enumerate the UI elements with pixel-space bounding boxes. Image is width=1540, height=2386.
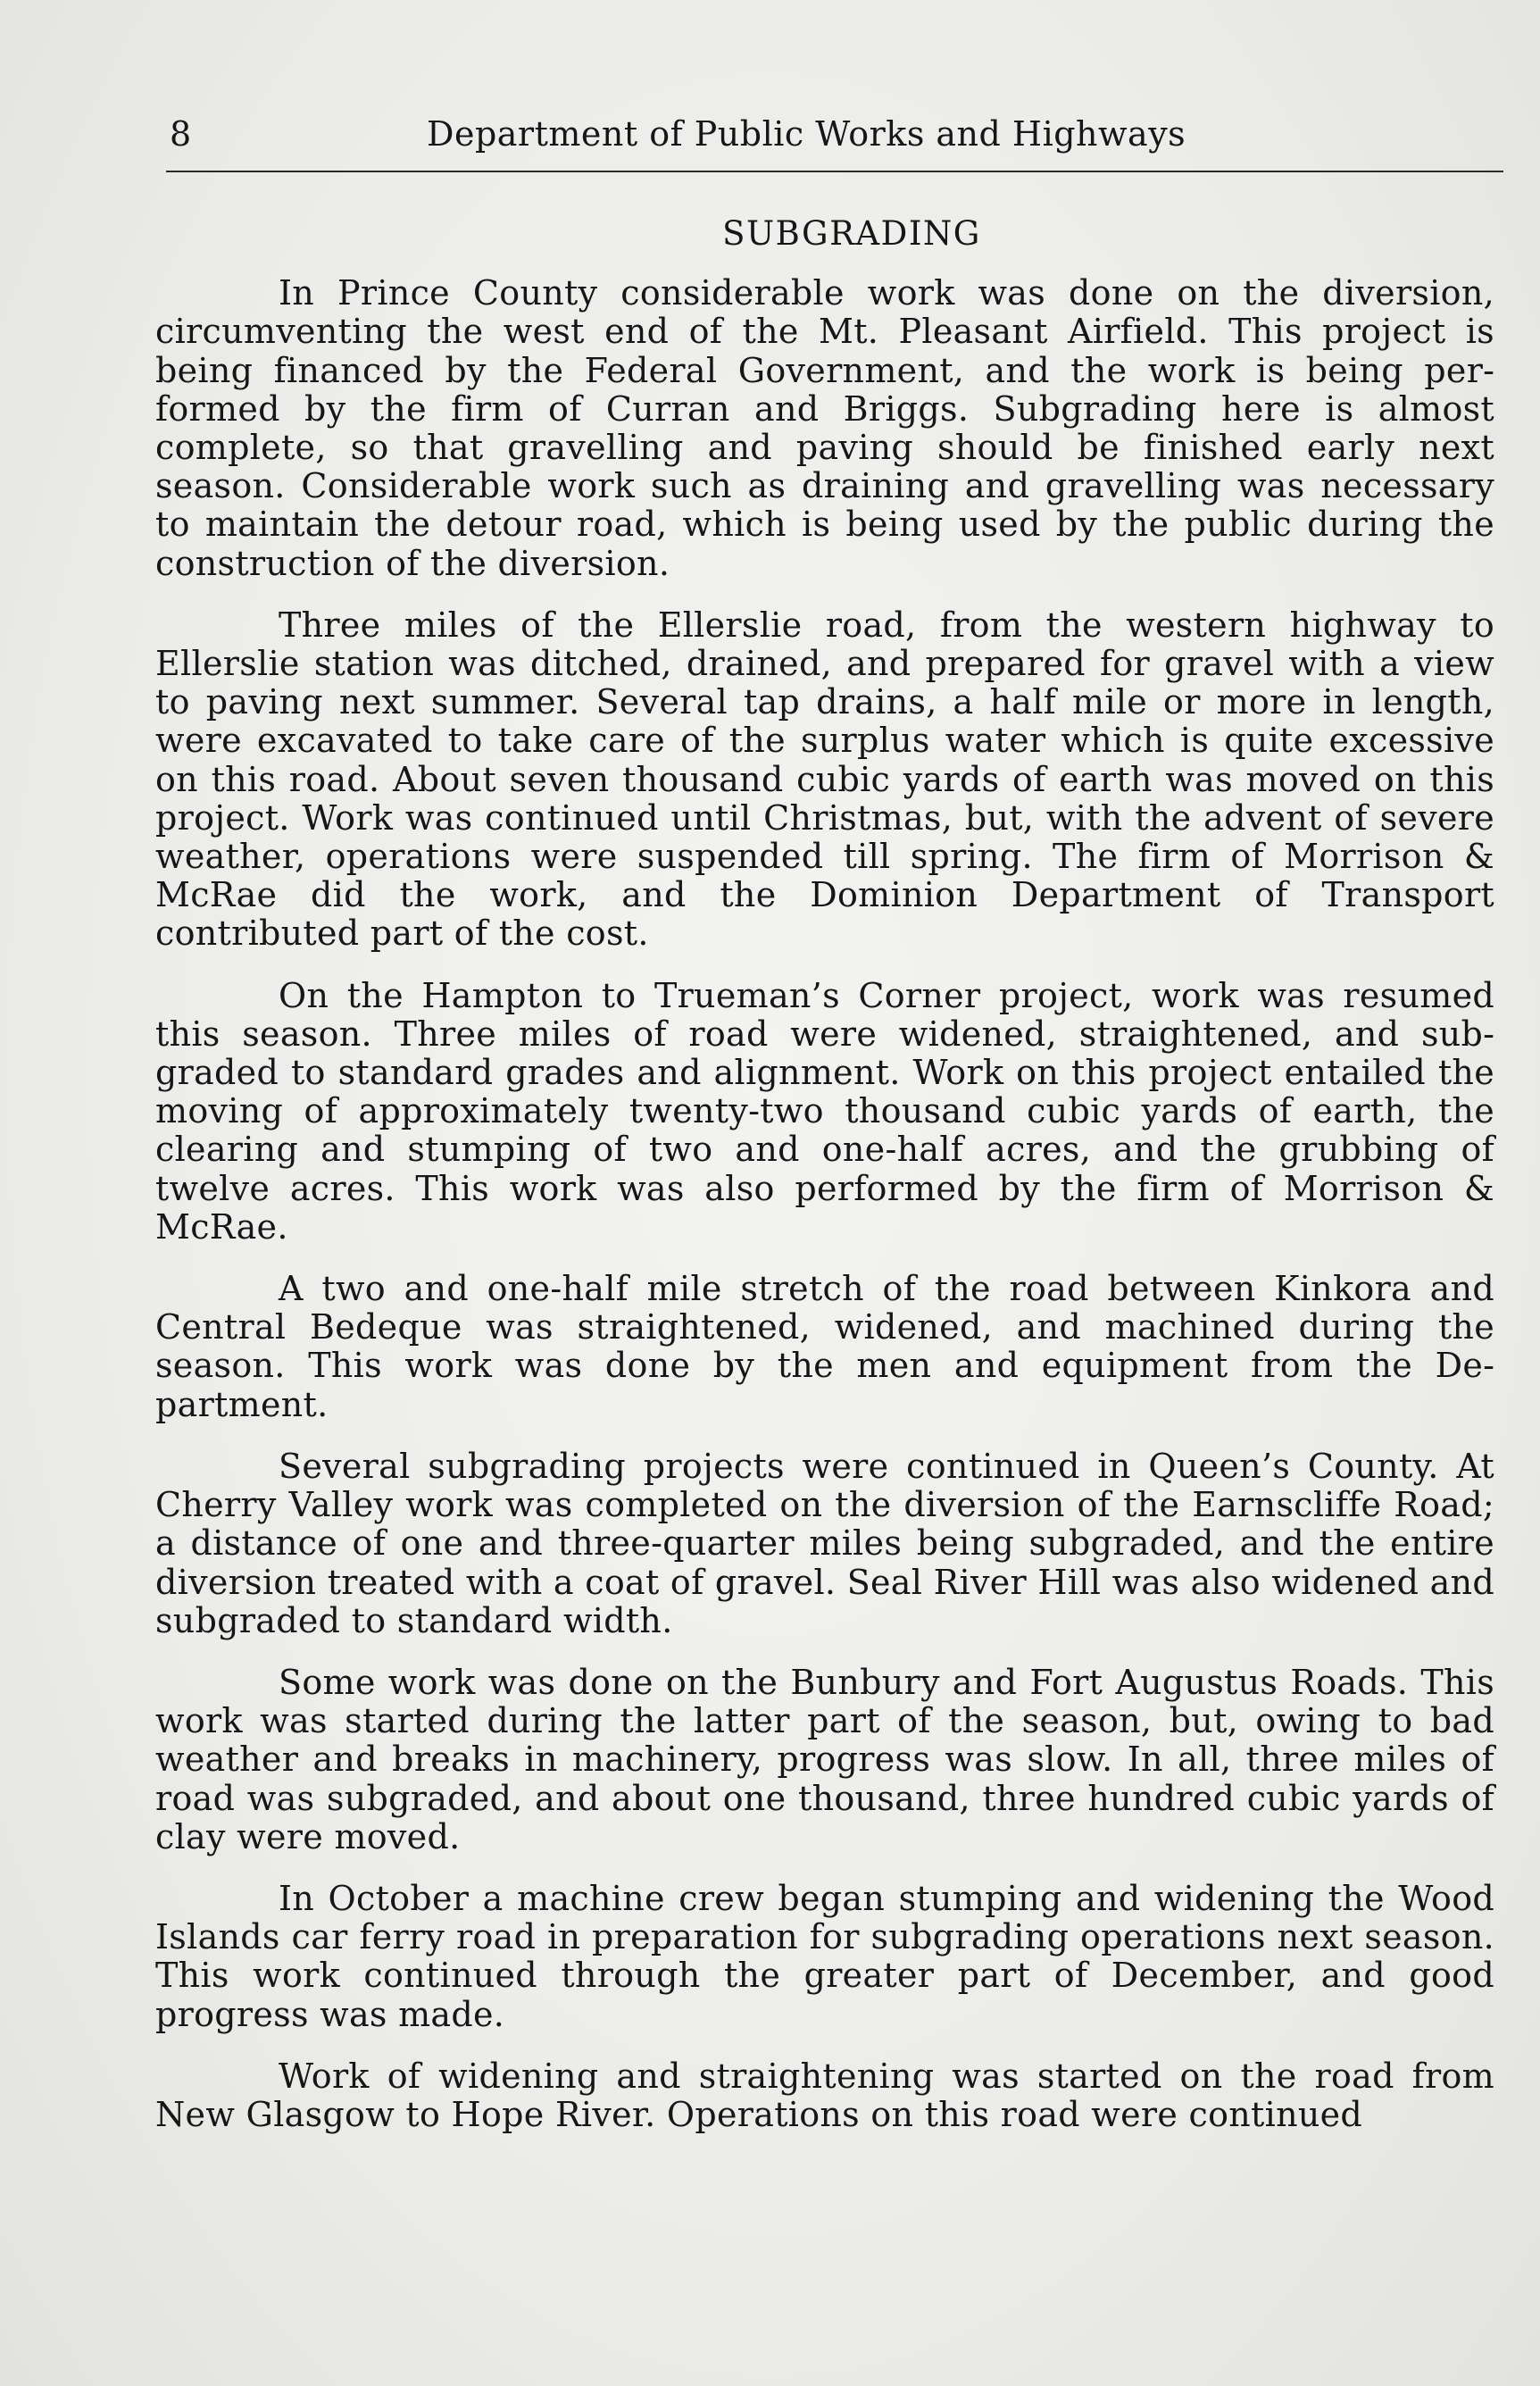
paragraph: Three miles of the Ellerslie road, from the western highway to Ellerslie station was ditched, drained, and prepared for gravel with a view to paving next summer. Several tap drains, a half mile or more in length, were excavated to take care of the surplus water which is quite excessive on this road. About seven thousand cubic yards of earth was moved on this project. Work was continued until Christmas, but, with the advent of severe weather, operations were suspended till spring. The firm of Morrison & McRae did the work, and the Dominion Department of Transport contributed part of the cost.: [155, 605, 1494, 954]
header-rule: [166, 171, 1503, 172]
paragraph: In Prince County considerable work was done on the diversion, circumventing the west end of the Mt. Pleasant Airfield. This project is being financed by the Federal Government, and the work is being performed by the firm of Curran and Briggs. Subgrading here is almost complete, so that gravelling and paving should be finished early next season. Considerable work such as draining and gravelling was necessary to maintain the detour road, which is being used by the public during the construction of the diversion.: [155, 273, 1494, 583]
section-title: SUBGRADING: [722, 214, 981, 253]
paragraph: Work of widening and straightening was started on the road from New Glasgow to Hope River. Operations on this road were continued: [155, 2056, 1494, 2134]
paragraph: A two and one-half mile stretch of the road between Kinkora and Central Bedeque was straightened, widened, and machined during the season. This work was done by the men and equipment from the Department.: [155, 1269, 1494, 1424]
running-head: Department of Public Works and Highways: [427, 114, 1186, 154]
paragraph: Some work was done on the Bunbury and Fort Augustus Roads. This work was started during the latter part of the season, but, owing to bad weather and breaks in machinery, progress was slow. In all, three miles of road was subgraded, and about one thousand, three hundred cubic yards of clay were moved.: [155, 1662, 1494, 1856]
paragraph: On the Hampton to Trueman’s Corner project, work was resumed this season. Three miles of road were widened, straightened, and subgraded to standard grades and alignment. Work on this project entailed the moving of approximately twenty-two thousand cubic yards of earth, the clearing and stumping of two and one-half acres, and the grubbing of twelve acres. This work was also performed by the firm of Morrison & McRae.: [155, 975, 1494, 1247]
page-header: [170, 114, 1502, 168]
page-number: 8: [170, 114, 192, 154]
section-body: [155, 214, 1494, 2134]
paragraph: Several subgrading projects were continued in Queen’s County. At Cherry Valley work was completed on the diversion of the Earnscliffe Road; a distance of one and three-quarter miles being subgraded, and the entire diversion treated with a coat of gravel. Seal River Hill was also widened and subgraded to standard width.: [155, 1446, 1494, 1640]
paragraph: In October a machine crew began stumping and widening the Wood Islands car ferry road in preparation for subgrading operations next season. This work continued through the greater part of December, and good progress was made.: [155, 1878, 1494, 2034]
